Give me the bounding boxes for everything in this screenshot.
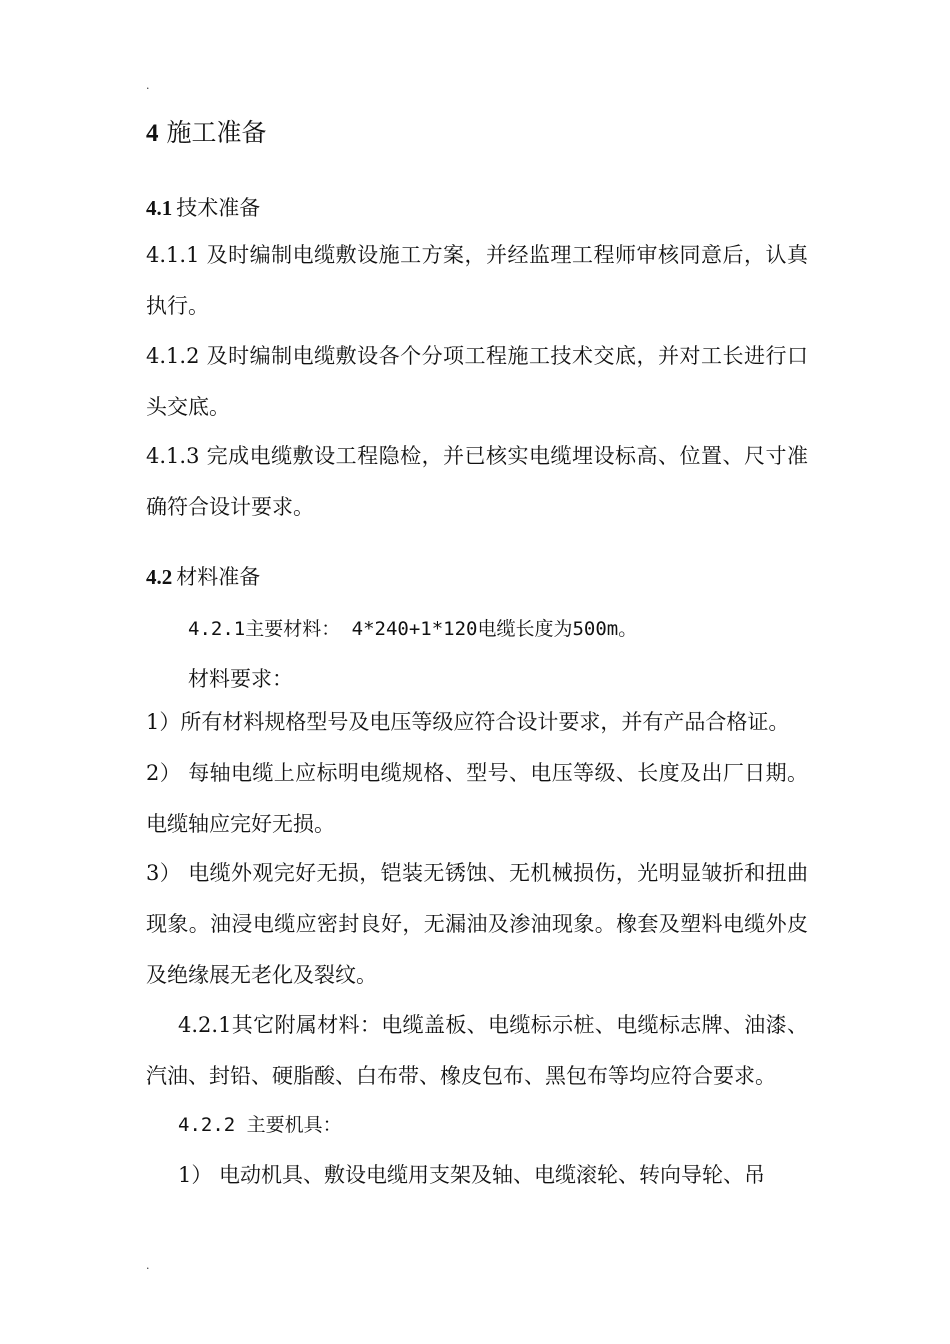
requirement-3: 3） 电缆外观完好无损，铠装无锈蚀、无机械损伤，光明显皱折和扭曲现象。油浸电缆应密封良好，无漏油及渗油现象。橡套及塑料电缆外皮及绝缘展无老化及裂纹。 — [146, 861, 808, 987]
tools-label: 4.2.2 主要机具： — [178, 1114, 342, 1136]
chapter-title: 施工准备 — [166, 118, 267, 147]
requirement-2: 2） 每轴电缆上应标明电缆规格、型号、电压等级、长度及出厂日期。电缆轴应完好无损。 — [146, 761, 808, 836]
section-heading-4-1 — [146, 193, 260, 223]
other-materials: 4.2.1其它附属材料：电缆盖板、电缆标示桩、电缆标志牌、油漆、汽油、封铅、硬脂酸、白布带、橡皮包布、黑包布等均应符合要求。 — [146, 1013, 808, 1088]
section-number: 4.1 — [146, 196, 173, 220]
page-top-mark: . — [146, 79, 150, 92]
paragraph-4-1-1: 4.1.1 及时编制电缆敷设施工方案，并经监理工程师审核同意后，认真执行。 — [146, 243, 808, 318]
section-number: 4.2 — [146, 565, 173, 589]
requirement-1: 1）所有材料规格型号及电压等级应符合设计要求，并有产品合格证。 — [146, 710, 790, 734]
chapter-number: 4 — [146, 120, 159, 147]
paragraph-4-1-2: 4.1.2 及时编制电缆敷设各个分项工程施工技术交底，并对工长进行口头交底。 — [146, 344, 808, 419]
page-bottom-mark: . — [146, 1259, 150, 1272]
requirements-label: 材料要求： — [188, 667, 293, 691]
section-heading-4-2 — [146, 562, 260, 592]
main-materials: 4.2.1主要材料： 4*240+1*120电缆长度为500m。 — [188, 618, 638, 640]
section-title: 材料准备 — [176, 565, 261, 589]
section-title: 技术准备 — [176, 196, 261, 220]
tools-item-1: 1） 电动机具、敷设电缆用支架及轴、电缆滚轮、转向导轮、吊 — [178, 1163, 766, 1187]
chapter-heading — [146, 116, 267, 151]
paragraph-4-1-3: 4.1.3 完成电缆敷设工程隐检，并已核实电缆埋设标高、位置、尺寸准确符合设计要求。 — [146, 444, 808, 519]
